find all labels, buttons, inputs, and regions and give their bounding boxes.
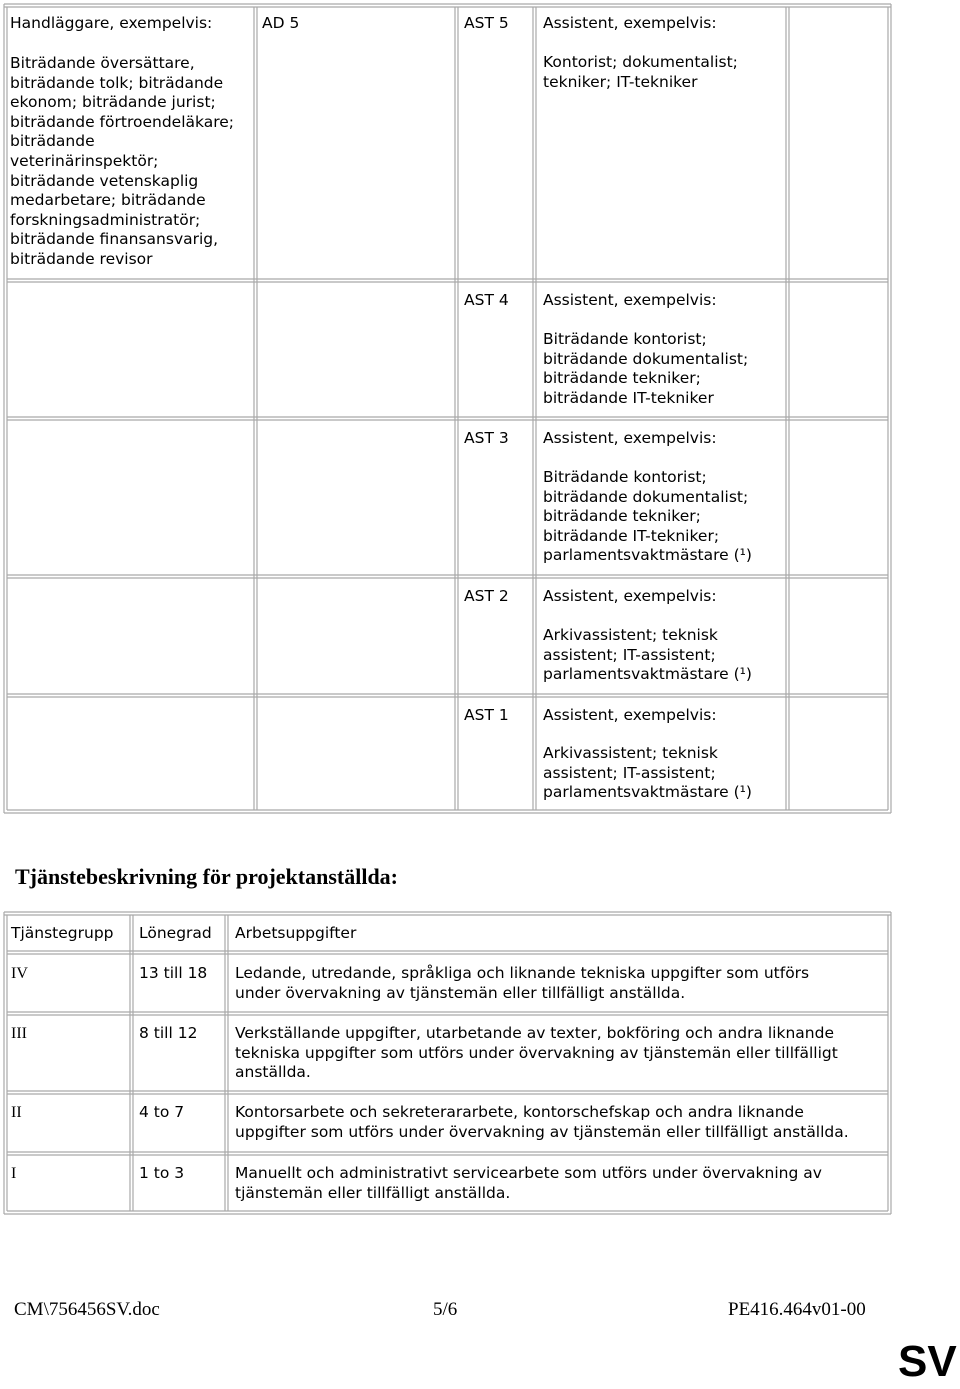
row-lines	[543, 468, 752, 566]
text-line: uppgifter som utförs under övervakning av tjänstemän eller tillfälligt anställda.	[235, 1122, 849, 1141]
grade-ast4: AST 4	[464, 291, 509, 309]
list-item: assistent; IT-assistent;	[543, 763, 716, 782]
footer-pe-ref: PE416.464v01-00	[728, 1299, 866, 1320]
list-item: biträdande finansansvarig,	[10, 230, 219, 249]
list-item: biträdande tekniker;	[543, 507, 701, 526]
text-line: Manuellt och administrativt servicearbete som utförs under övervakning av	[235, 1164, 822, 1182]
footer-doc-ref: CM\756456SV.doc	[14, 1299, 160, 1320]
text-line: tjänstemän eller tillfälligt anställda.	[235, 1183, 511, 1202]
text-line: Verkställande uppgifter, utarbetande av texter, bokföring och andra liknande	[235, 1024, 834, 1042]
list-item: ekonom; biträdande jurist;	[10, 93, 216, 112]
row-header: Assistent, exempelvis:	[543, 706, 717, 724]
row-lines	[543, 53, 738, 92]
text-line: Kontorsarbete och sekreterararbete, kontorschefskap och andra liknande	[235, 1103, 804, 1121]
row-lines	[543, 744, 752, 803]
list-item: parlamentsvaktmästare (¹)	[543, 546, 752, 565]
handlaggare-header: Handläggare, exempelvis:	[10, 14, 213, 32]
table-cell-group: III	[11, 1025, 27, 1042]
text-line: anställda.	[235, 1063, 311, 1082]
list-item: biträdande tekniker;	[543, 369, 701, 388]
list-item: Biträdande kontorist;	[543, 468, 707, 486]
list-item: Arkivassistent; teknisk	[543, 744, 718, 762]
list-item: Kontorist; dokumentalist;	[543, 53, 738, 71]
list-item: tekniker; IT-tekniker	[543, 72, 698, 91]
list-item: biträdande IT-tekniker;	[543, 526, 720, 545]
column-header: Arbetsuppgifter	[235, 924, 357, 942]
list-item: parlamentsvaktmästare (¹)	[543, 783, 752, 802]
row-lines	[543, 330, 748, 408]
list-item: biträdande vetenskaplig	[10, 171, 199, 190]
row-header: Assistent, exempelvis:	[543, 429, 717, 447]
language-code: SV	[898, 1337, 957, 1386]
footer-page-number: 5/6	[433, 1299, 458, 1320]
list-item: Arkivassistent; teknisk	[543, 626, 718, 644]
column-header: Tjänstegrupp	[11, 924, 114, 942]
row-lines	[543, 626, 752, 685]
list-item: biträdande dokumentalist;	[543, 349, 749, 368]
section-title: Tjänstebeskrivning för projektanställda:	[15, 864, 399, 889]
list-item: biträdande dokumentalist;	[543, 487, 749, 506]
list-item: assistent; IT-assistent;	[543, 645, 716, 664]
handlaggare-list	[10, 54, 234, 270]
list-item: parlamentsvaktmästare (¹)	[543, 665, 752, 684]
table-cell-group: IV	[11, 965, 28, 982]
grade-ast2: AST 2	[464, 587, 509, 605]
list-item: Biträdande kontorist;	[543, 330, 707, 348]
table-cell-grade: 1 to 3	[139, 1164, 185, 1182]
table-cell-grade: 13 till 18	[139, 964, 208, 982]
table-cell-grade: 8 till 12	[139, 1024, 198, 1042]
text-line: Ledande, utredande, språkliga och liknande tekniska uppgifter som utförs	[235, 964, 810, 982]
table-cell-tasks	[235, 1164, 822, 1203]
table-cell-tasks	[235, 1024, 838, 1083]
grade-ast1: AST 1	[464, 706, 509, 724]
table-cell-group: II	[11, 1104, 22, 1121]
table-cell-tasks	[235, 964, 809, 1003]
list-item: veterinärinspektör;	[10, 151, 159, 170]
list-item: biträdande revisor	[10, 249, 153, 268]
text-line: tekniska uppgifter som utförs under övervakning av tjänstemän eller tillfälligt	[235, 1043, 838, 1062]
row-header: Assistent, exempelvis:	[543, 291, 717, 309]
list-item: medarbetare; biträdande	[10, 191, 206, 210]
column-header: Lönegrad	[139, 924, 212, 942]
ad-grade: AD 5	[262, 14, 300, 32]
list-item: biträdande tolk; biträdande	[10, 73, 224, 92]
row-header: Assistent, exempelvis:	[543, 14, 717, 32]
grade-ast3: AST 3	[464, 429, 509, 447]
row-header: Assistent, exempelvis:	[543, 587, 717, 605]
table-cell-grade: 4 to 7	[139, 1103, 185, 1121]
table-cell-tasks	[235, 1103, 849, 1142]
text-line: under övervakning av tjänstemän eller tillfälligt anställda.	[235, 983, 686, 1002]
list-item: Biträdande översättare,	[10, 54, 195, 72]
list-item: biträdande förtroendeläkare;	[10, 112, 234, 131]
table-cell-group: I	[11, 1165, 17, 1182]
list-item: biträdande	[10, 132, 95, 151]
grade-ast5: AST 5	[464, 14, 509, 32]
list-item: forskningsadministratör;	[10, 210, 201, 229]
list-item: biträdande IT-tekniker	[543, 388, 714, 407]
